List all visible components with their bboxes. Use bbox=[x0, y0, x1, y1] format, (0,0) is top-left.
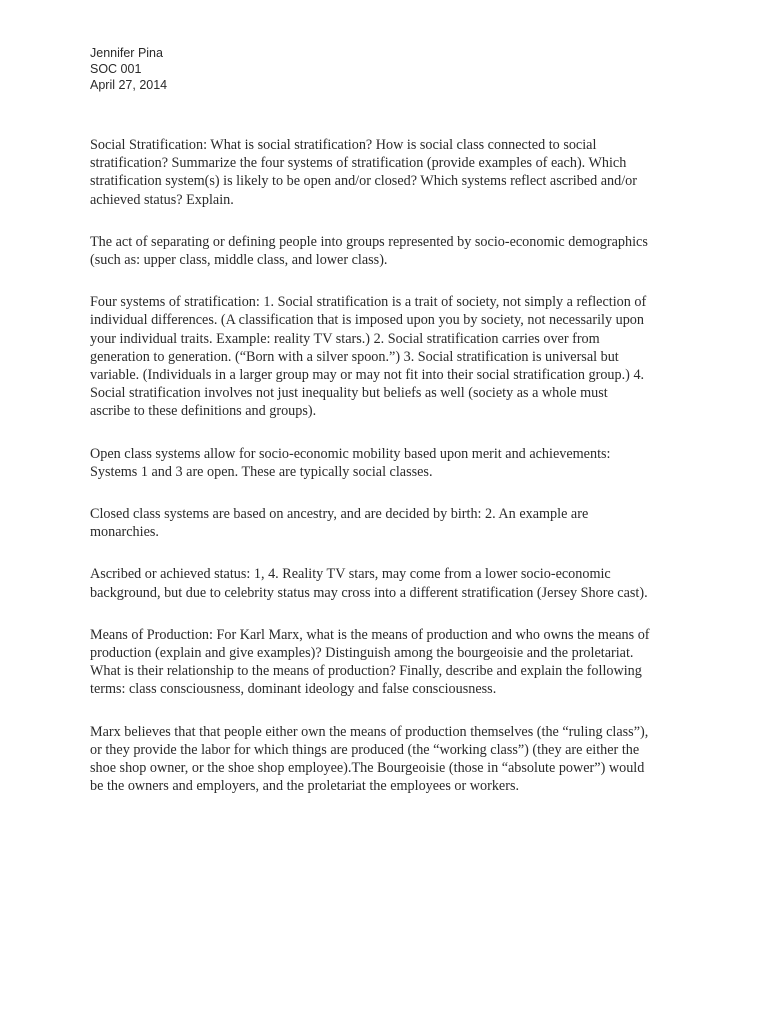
document-body bbox=[90, 136, 650, 819]
question-means-of-production: Means of Production: For Karl Marx, what is the means of production and who owns the means of production (explain and give examples)? Distinguish among the bourgeoisie and the proletariat. What is their relationship to the means of production? Finally, describe and explain the following terms: class consciousness, dominant ideology and false consciousness. bbox=[90, 626, 650, 698]
answer-marx: Marx believes that that people either own the means of production themselves (the “ruling class”), or they provide the labor for which things are produced (the “working class”) (they are either the shoe shop owner, or the shoe shop employee).The Bourgeoisie (those in “absolute power”) would be the owners and employers, and the proletariat the employees or workers. bbox=[90, 723, 649, 795]
answer-closed-systems: Closed class systems are based on ancestry, and are decided by birth: 2. An example are monarchies. bbox=[90, 506, 589, 541]
author-name: Jennifer Pina bbox=[90, 46, 163, 60]
document-header bbox=[90, 45, 167, 93]
answer-ascribed-achieved: Ascribed or achieved status: 1, 4. Reality TV stars, may come from a lower socio-economic background, but due to celebrity status may cross into a different stratification (Jersey Shore cast). bbox=[90, 566, 648, 601]
answer-definition: The act of separating or defining people into groups represented by socio-economic demographics (such as: upper class, middle class, and lower class). bbox=[90, 233, 648, 269]
question-social-stratification: Social Stratification: What is social stratification? How is social class connected to social stratification? Summarize the four systems of stratification (provide examples of each). Which stratification system(s) is likely to be open and/or closed? Which systems reflect ascribed and/or achieved status? Explain. bbox=[90, 137, 637, 208]
course-code: SOC 001 bbox=[90, 62, 142, 76]
document-date: April 27, 2014 bbox=[90, 78, 168, 92]
answer-four-systems: Four systems of stratification: 1. Social stratification is a trait of society, not simply a reflection of individual differences. (A classification that is imposed upon you by society, not necessarily upon your individual traits. Example: reality TV stars.) 2. Social stratification carries over from generation to generation. (“Born with a silver spoon.”) 3. Social stratification is universal but variable. (Individuals in a larger group may or may not fit into their social stratification group.) 4. Social stratification involves not just inequality but beliefs as well (society as a whole must ascribe to these definitions and groups). bbox=[90, 294, 647, 420]
answer-open-systems: Open class systems allow for socio-economic mobility based upon merit and achievements: Systems 1 and 3 are open. These are typically social classes. bbox=[90, 445, 611, 480]
